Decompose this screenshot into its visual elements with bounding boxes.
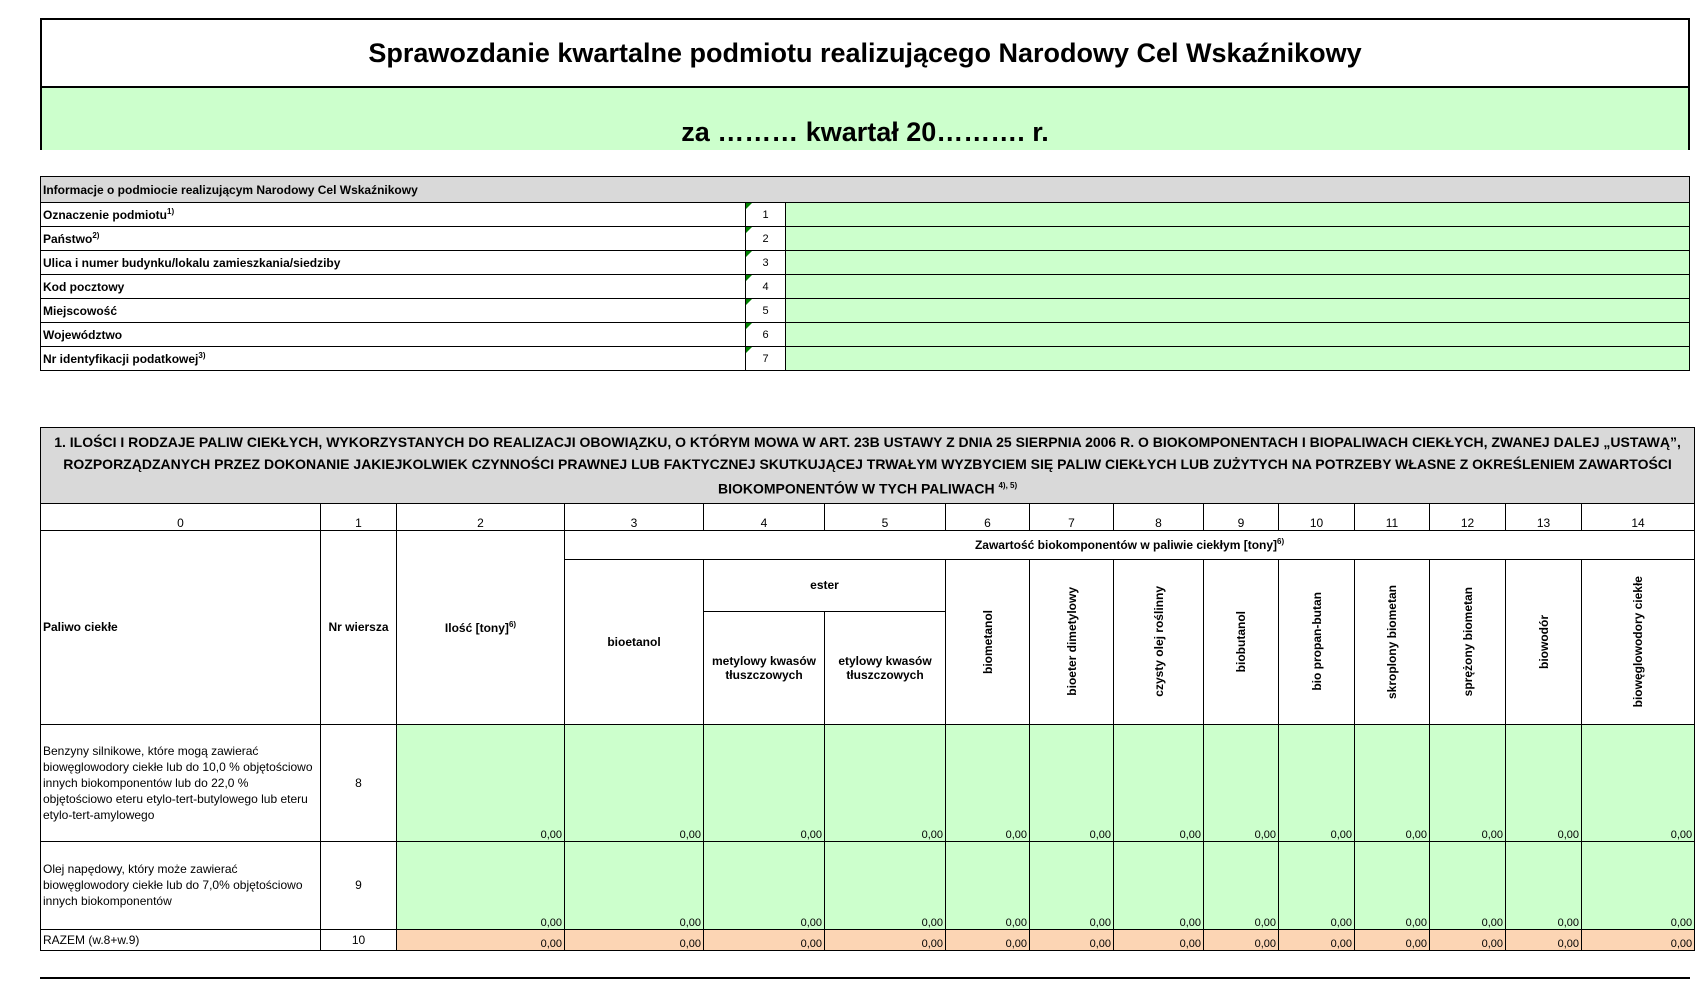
total-cell: 0,00: [397, 929, 565, 950]
column-number: 2: [397, 503, 565, 530]
column-number: 12: [1430, 503, 1506, 530]
info-label: Ulica i numer budynku/lokalu zamieszkania/siedziby: [41, 251, 746, 275]
column-number-row: [41, 503, 1695, 530]
value-cell[interactable]: 0,00: [1279, 841, 1355, 929]
total-cell: 0,00: [1506, 929, 1582, 950]
value-cell[interactable]: 0,00: [704, 724, 825, 841]
value-cell[interactable]: 0,00: [397, 724, 565, 841]
country-input[interactable]: [786, 227, 1690, 251]
value-cell[interactable]: 0,00: [1114, 724, 1204, 841]
info-row-number: 4: [746, 275, 786, 299]
value-cell[interactable]: 0,00: [1114, 841, 1204, 929]
row-number: 9: [321, 841, 397, 929]
total-label: RAZEM (w.8+w.9): [41, 929, 321, 950]
value-cell[interactable]: 0,00: [565, 724, 704, 841]
value-cell[interactable]: 0,00: [825, 841, 946, 929]
row-number: 8: [321, 724, 397, 841]
table-row: [41, 724, 1695, 841]
total-cell: 0,00: [565, 929, 704, 950]
value-cell[interactable]: 0,00: [1204, 724, 1279, 841]
column-number: 4: [704, 503, 825, 530]
info-row: [41, 251, 1690, 275]
info-row-number: 6: [746, 323, 786, 347]
total-cell: 0,00: [1430, 929, 1506, 950]
report-title-block: [40, 18, 1690, 150]
row-number-column-header: Nr wiersza: [321, 530, 397, 724]
value-cell[interactable]: 0,00: [1430, 841, 1506, 929]
value-cell[interactable]: 0,00: [1430, 724, 1506, 841]
value-cell[interactable]: 0,00: [946, 841, 1030, 929]
entity-name-input[interactable]: [786, 203, 1690, 227]
voivodeship-input[interactable]: [786, 323, 1690, 347]
biohydrogen-column-header: biowodór: [1506, 559, 1582, 724]
info-row-number: 2: [746, 227, 786, 251]
fuel-label: Olej napędowy, który może zawierać biowęglowodory ciekłe lub do 7,0% objętościowo innych biokomponentów: [41, 841, 321, 929]
street-input[interactable]: [786, 251, 1690, 275]
column-number: 10: [1279, 503, 1355, 530]
biobutanol-column-header: biobutanol: [1204, 559, 1279, 724]
column-number: 14: [1582, 503, 1695, 530]
row-number: 10: [321, 929, 397, 950]
column-number: 11: [1355, 503, 1430, 530]
biocomponent-group-header: Zawartość biokomponentów w paliwie ciekłym [tony]$^{6)}$: [565, 530, 1695, 559]
postal-code-input[interactable]: [786, 275, 1690, 299]
value-cell[interactable]: 0,00: [1279, 724, 1355, 841]
value-cell[interactable]: 0,00: [397, 841, 565, 929]
column-number: 3: [565, 503, 704, 530]
total-cell: 0,00: [946, 929, 1030, 950]
bio-propane-butane-column-header: bio propan-butan: [1279, 559, 1355, 724]
bioethanol-column-header: bioetanol: [565, 559, 704, 724]
total-cell: 0,00: [1030, 929, 1114, 950]
info-row: [41, 299, 1690, 323]
column-number: 13: [1506, 503, 1582, 530]
tax-id-input[interactable]: [786, 347, 1690, 371]
value-cell[interactable]: 0,00: [1030, 841, 1114, 929]
value-cell[interactable]: 0,00: [1582, 724, 1695, 841]
table-row: [41, 841, 1695, 929]
info-label: Oznaczenie podmiotu$^{1)}$: [41, 203, 746, 227]
value-cell[interactable]: 0,00: [565, 841, 704, 929]
quarter-line[interactable]: za ……… kwartał 20………. r.: [42, 88, 1688, 150]
city-input[interactable]: [786, 299, 1690, 323]
total-cell: 0,00: [704, 929, 825, 950]
value-cell[interactable]: 0,00: [1355, 724, 1430, 841]
value-cell[interactable]: 0,00: [825, 724, 946, 841]
divider: [40, 977, 1690, 979]
total-cell: 0,00: [1355, 929, 1430, 950]
value-cell[interactable]: 0,00: [1030, 724, 1114, 841]
total-cell: 0,00: [1582, 929, 1695, 950]
info-label: Nr identyfikacji podatkowej$^{3)}$: [41, 347, 746, 371]
info-label: Miejscowość: [41, 299, 746, 323]
info-row-number: 5: [746, 299, 786, 323]
bio-dimethyl-ether-column-header: bioeter dimetylowy: [1030, 559, 1114, 724]
section1-heading: 1. ILOŚCI I RODZAJE PALIW CIEKŁYCH, WYKORZYSTANYCH DO REALIZACJI OBOWIĄZKU, O KTÓRYM MOWA W ART. 23B USTAWY Z DNIA 25 SIERPNIA 2006 R. O BIOKOMPONENTACH I BIOPALIWACH CIEKŁYCH, ZWANEJ DALEJ „USTAWĄ”, ROZPORZĄDZANYCH PRZEZ DOKONANIE JAKIEJKOLWIEK CZYNNOŚCI PRAWNEJ LUB FAKTYCZNEJ SKUTKUJĄCEJ TRWAŁYM WYZBYCIEM SIĘ PALIW CIEKŁYCH LUB ZUŻYTYCH NA POTRZEBY WŁASNE Z OKREŚLENIEM ZAWARTOŚCI BIOKOMPONENTÓW W TYCH PALIWACH $^{4), 5)}$: [41, 428, 1695, 504]
value-cell[interactable]: 0,00: [1582, 841, 1695, 929]
ester-group-header: ester: [704, 559, 946, 611]
info-row-number: 7: [746, 347, 786, 371]
info-row: [41, 203, 1690, 227]
value-cell[interactable]: 0,00: [704, 841, 825, 929]
column-number: 5: [825, 503, 946, 530]
entity-info-header: Informacje o podmiocie realizującym Narodowy Cel Wskaźnikowy: [41, 177, 1690, 203]
fuel-label: Benzyny silnikowe, które mogą zawierać biowęglowodory ciekłe lub do 10,0 % objętościowo innych biokomponentów lub do 22,0 % objętościowo eteru etylo-tert-butylowego lub eteru etylo-tert-amylowego: [41, 724, 321, 841]
entity-info-table: [40, 176, 1690, 371]
info-row-number: 3: [746, 251, 786, 275]
compressed-biomethane-column-header: sprężony biometan: [1430, 559, 1506, 724]
total-cell: 0,00: [1279, 929, 1355, 950]
value-cell[interactable]: 0,00: [1506, 724, 1582, 841]
column-number: 7: [1030, 503, 1114, 530]
value-cell[interactable]: 0,00: [1204, 841, 1279, 929]
info-label: Państwo$^{2)}$: [41, 227, 746, 251]
info-row-number: 1: [746, 203, 786, 227]
ethyl-ester-column-header: etylowy kwasów tłuszczowych: [825, 611, 946, 724]
column-number: 9: [1204, 503, 1279, 530]
total-cell: 0,00: [1204, 929, 1279, 950]
liquefied-biomethane-column-header: skroplony biometan: [1355, 559, 1430, 724]
column-number: 0: [41, 503, 321, 530]
total-cell: 0,00: [825, 929, 946, 950]
info-label: Kod pocztowy: [41, 275, 746, 299]
pure-vegetable-oil-column-header: czysty olej roślinny: [1114, 559, 1204, 724]
value-cell[interactable]: 0,00: [946, 724, 1030, 841]
total-cell: 0,00: [1114, 929, 1204, 950]
biomethanol-column-header: biometanol: [946, 559, 1030, 724]
info-label: Województwo: [41, 323, 746, 347]
value-cell[interactable]: 0,00: [1506, 841, 1582, 929]
total-row: [41, 929, 1695, 950]
info-row: [41, 347, 1690, 371]
fuel-quantities-table: [40, 427, 1695, 951]
column-number: 1: [321, 503, 397, 530]
column-number: 8: [1114, 503, 1204, 530]
quantity-column-header: Ilość [tony]$^{6)}$: [397, 530, 565, 724]
info-row: [41, 227, 1690, 251]
methyl-ester-column-header: metylowy kwasów tłuszczowych: [704, 611, 825, 724]
fuel-column-header: Paliwo ciekłe: [41, 530, 321, 724]
liquid-biohydrocarbons-column-header: biowęglowodory ciekłe: [1582, 559, 1695, 724]
info-row: [41, 275, 1690, 299]
column-number: 6: [946, 503, 1030, 530]
value-cell[interactable]: 0,00: [1355, 841, 1430, 929]
info-row: [41, 323, 1690, 347]
report-title: Sprawozdanie kwartalne podmiotu realizującego Narodowy Cel Wskaźnikowy: [42, 20, 1688, 88]
